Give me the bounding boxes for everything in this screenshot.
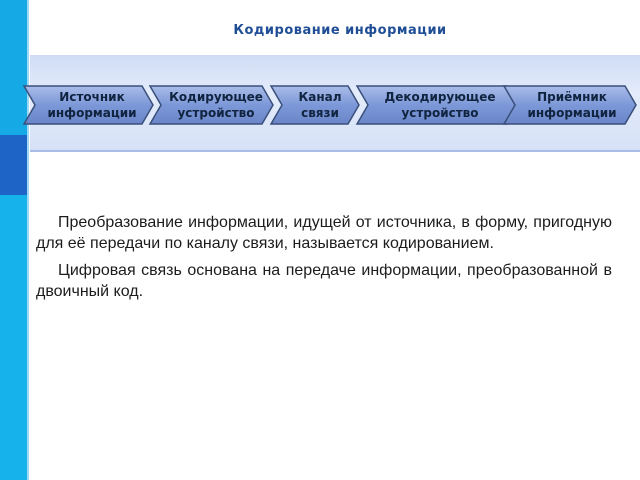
- chain-step-encoder: [150, 86, 273, 124]
- chain-step-source-line2: информации: [47, 106, 137, 120]
- chain-step-receiver: [504, 86, 636, 124]
- chain-step-channel: [271, 86, 359, 124]
- paragraph-digital-communication: Цифровая связь основана на передаче информации, преобразованной в двоичный код.: [36, 262, 612, 300]
- chain-step-channel-line2: связи: [301, 106, 339, 120]
- body-text: [36, 212, 612, 308]
- paragraph-encoding-definition: Преобразование информации, идущей от источника, в форму, пригодную для её передачи по каналу связи, называется кодированием.: [36, 214, 612, 252]
- chain-step-decoder-line1: Декодирующее: [384, 90, 496, 104]
- slide-title: Кодирование информации: [233, 23, 447, 38]
- chain-step-receiver-line1: Приёмник: [537, 90, 607, 104]
- chain-step-channel-line1: Канал: [298, 90, 342, 104]
- chain-step-encoder-line1: Кодирующее: [169, 90, 263, 104]
- chain-step-source: [24, 86, 153, 124]
- chain-step-source-line1: Источник: [59, 90, 125, 104]
- chain-step-decoder-line2: устройство: [401, 106, 479, 120]
- chain-step-decoder: [357, 86, 518, 124]
- chain-step-receiver-line2: информации: [527, 106, 617, 120]
- chain-step-encoder-line2: устройство: [177, 106, 255, 120]
